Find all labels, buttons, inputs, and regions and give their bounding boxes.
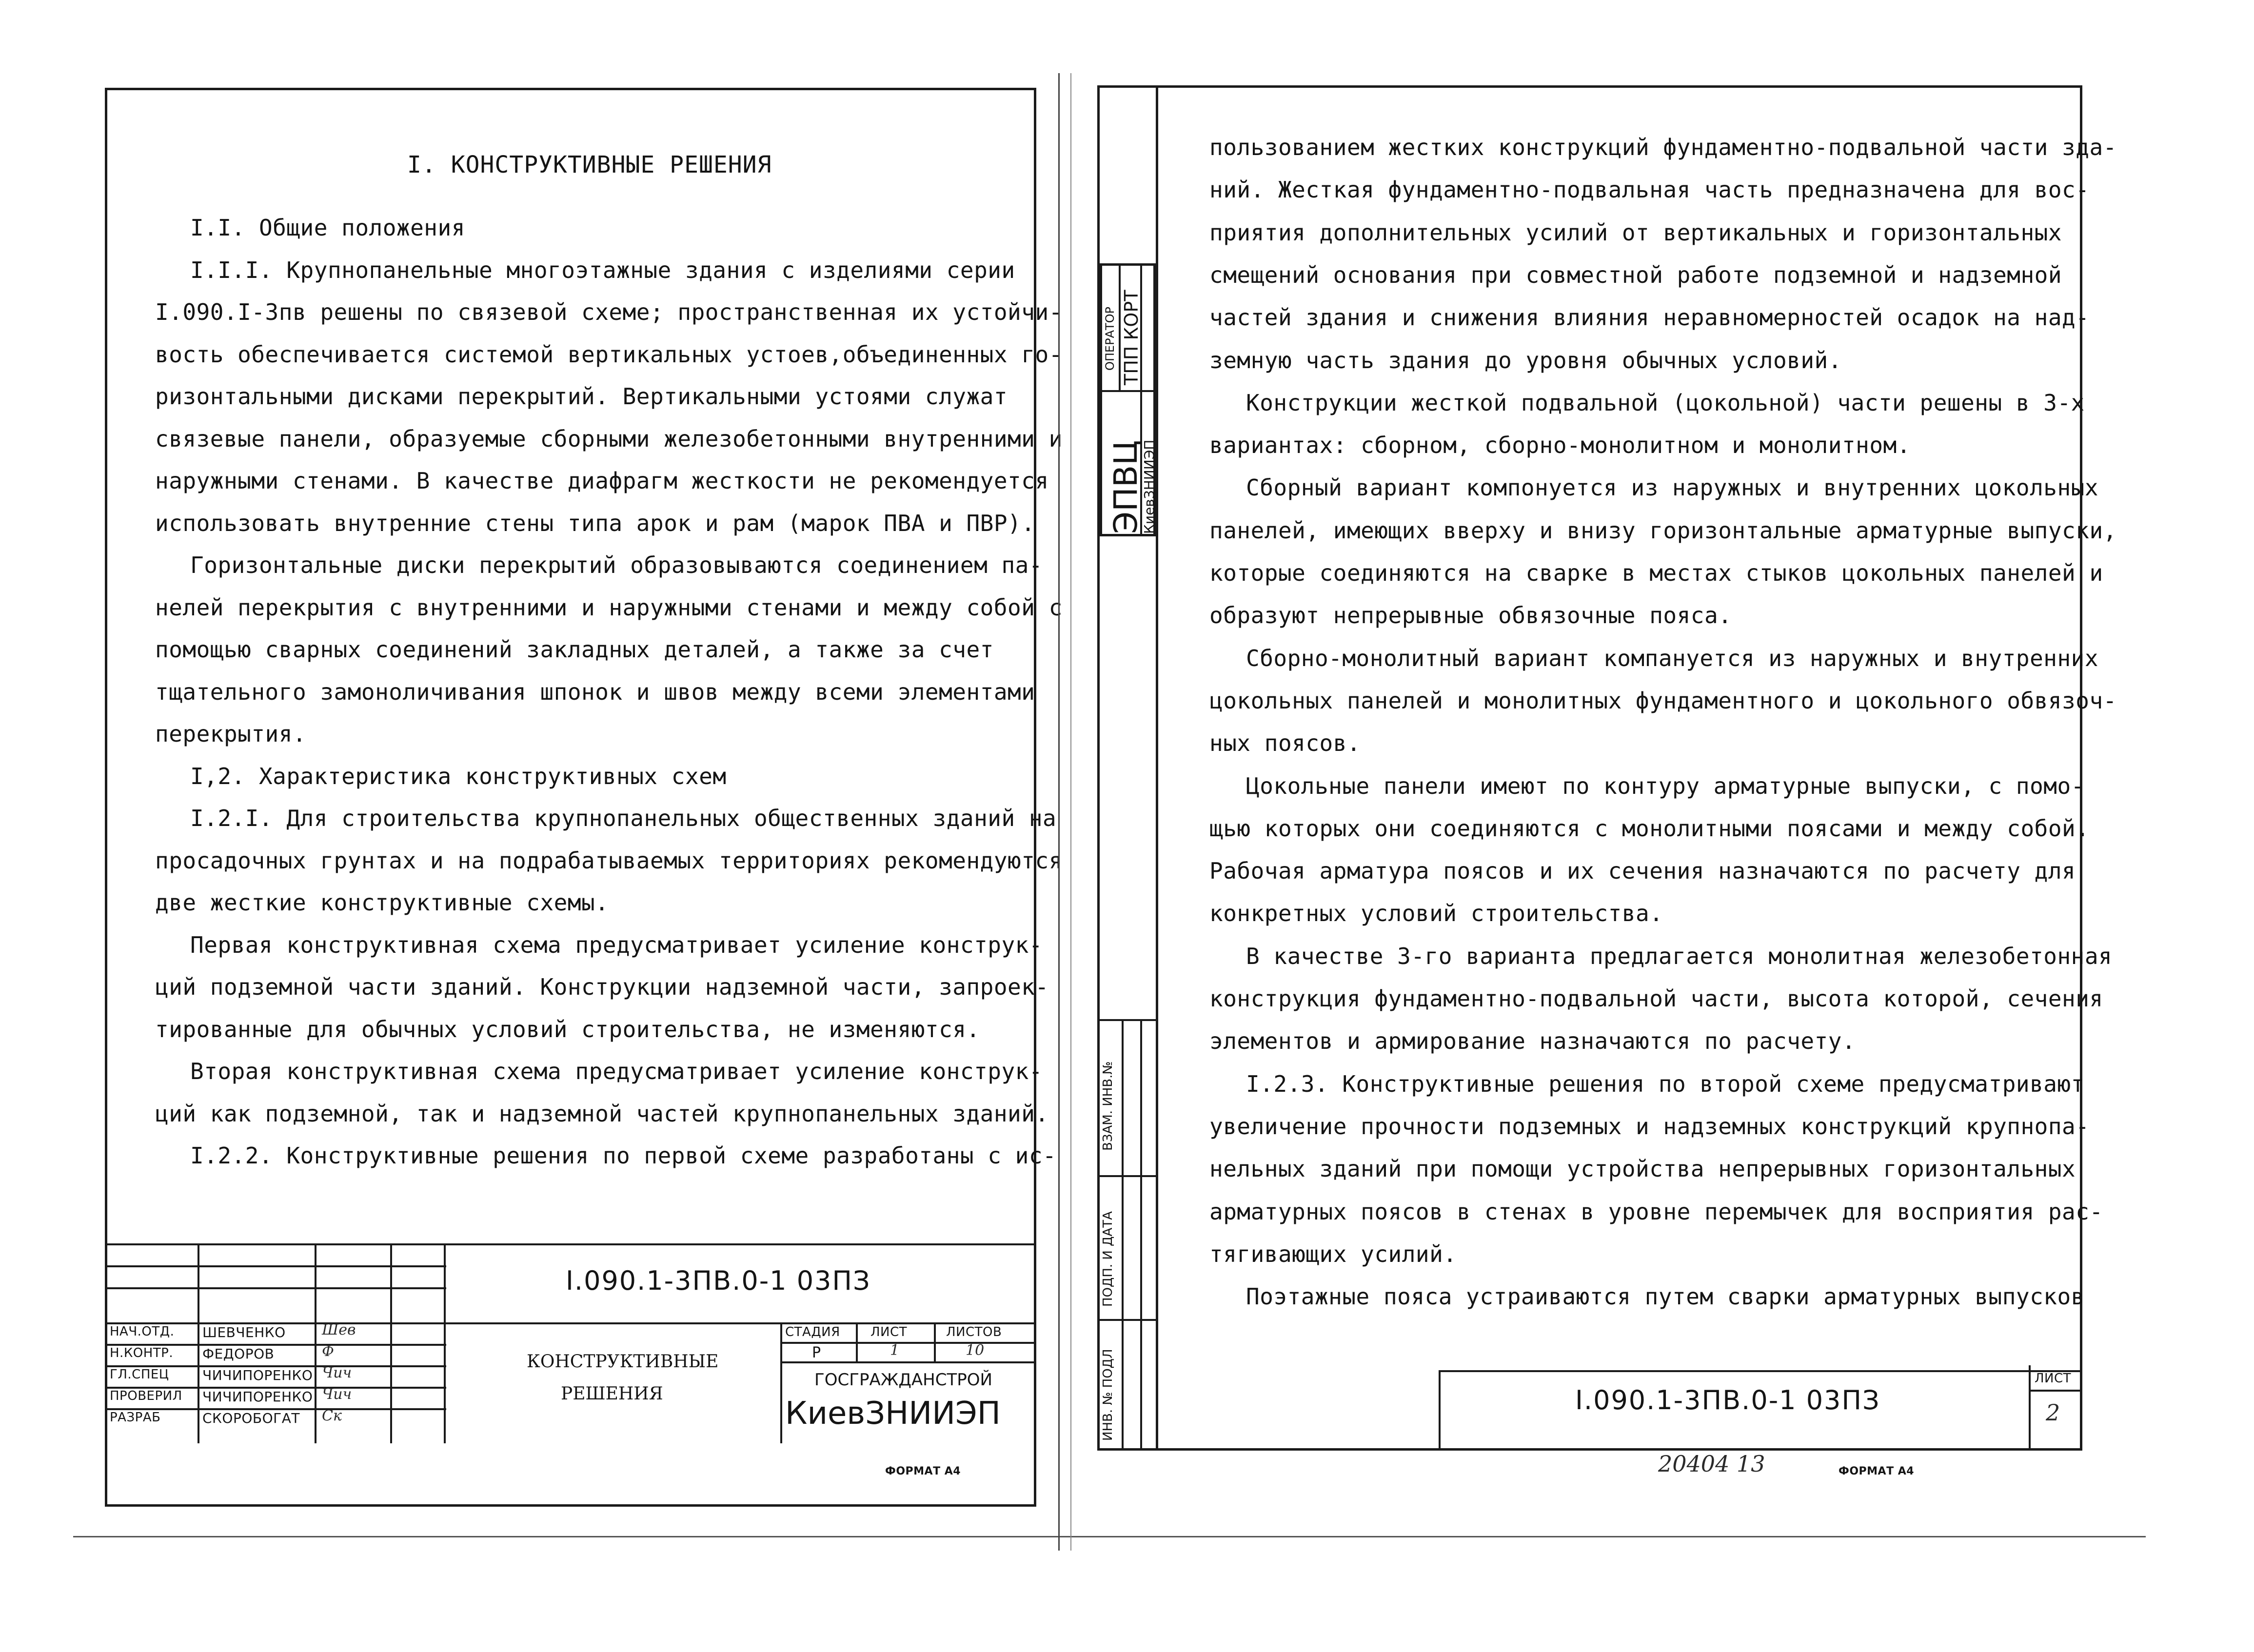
right-text-line: образуют непрерывные обвязочные пояса. bbox=[1209, 602, 1732, 629]
left-text-line: нелей перекрытия с внутренними и наружными стенами и между собой с bbox=[155, 594, 1063, 621]
col-sheets: ЛИСТОВ bbox=[946, 1325, 1002, 1339]
stamp-role: ПРОВЕРИЛ bbox=[110, 1389, 182, 1403]
left-text-line: перекрытия. bbox=[155, 721, 307, 747]
right-text-line: конкретных условий строительства. bbox=[1209, 900, 1663, 927]
left-text-line: Первая конструктивная схема предусматривает усиление конструк- bbox=[190, 931, 1043, 958]
right-text-line: В качестве 3-го варианта предлагается монолитная железобетонная bbox=[1246, 943, 2113, 969]
stamp-role: Н.КОНТР. bbox=[110, 1346, 174, 1360]
left-text-line: I.090.I-3пв решены по связевой схеме; пространственная их устойчи- bbox=[155, 299, 1063, 325]
left-text-line: использовать внутренние стены типа арок и рам (марок ПВА и ПВР). bbox=[155, 510, 1035, 536]
right-doc-code: I.090.1-3ПВ.0-1 03ПЗ bbox=[1575, 1385, 1880, 1416]
right-text-line: ных поясов. bbox=[1209, 730, 1361, 757]
left-text-line: ций как подземной, так и надземной частей крупнопанельных зданий. bbox=[155, 1100, 1049, 1127]
right-text-line: I.2.3. Конструктивные решения по второй схеме предусматривают bbox=[1246, 1070, 2085, 1097]
right-format-label: ФОРМАТ А4 bbox=[1839, 1465, 1915, 1477]
left-text-line: вость обеспечивается системой вертикальных устоев,объединенных го- bbox=[155, 341, 1063, 368]
sheet-value: 1 bbox=[890, 1342, 900, 1359]
left-text-line: I.I.I. Крупнопанельные многоэтажные здания с изделиями серии bbox=[190, 256, 1015, 283]
right-text-line: Поэтажные пояса устраиваются путем сварки арматурных выпусков bbox=[1246, 1283, 2085, 1310]
side-col-2: ПОДП. И ДАТА bbox=[1101, 1211, 1115, 1307]
stamp-name: ЧИЧИПОРЕНКО bbox=[202, 1389, 313, 1405]
right-text-line: смещений основания при совместной работе подземной и надземной bbox=[1209, 261, 2062, 288]
right-text-line: Сборный вариант компонуется из наружных и внутренних цокольных bbox=[1246, 474, 2099, 501]
right-text-line: тягивающих усилий. bbox=[1209, 1240, 1457, 1267]
right-text-line: приятия дополнительных усилий от вертикальных и горизонтальных bbox=[1209, 219, 2062, 246]
side-col-1: ВЗАМ. ИНВ.№ bbox=[1101, 1061, 1115, 1151]
org-line1: ГОСГРАЖДАНСТРОЙ bbox=[814, 1370, 992, 1390]
right-text-line: щью которых они соединяются с монолитными поясами и между собой. bbox=[1209, 815, 2090, 842]
org-line2: КиевЗНИИЭП bbox=[785, 1396, 1001, 1432]
stamp-role: НАЧ.ОТД. bbox=[110, 1324, 175, 1339]
right-text-line: которые соединяются на сварке в местах стыков цокольных панелей и bbox=[1209, 560, 2103, 586]
left-text-line: Горизонтальные диски перекрытий образовываются соединением па- bbox=[190, 552, 1043, 578]
right-text-line: Цокольные панели имеют по контуру арматурные выпуски, с помо- bbox=[1246, 772, 2085, 799]
right-text-line: Конструкции жесткой подвальной (цокольной) части решены в 3-х bbox=[1246, 389, 2085, 416]
section-title: I. КОНСТРУКТИВНЫЕ РЕШЕНИЯ bbox=[407, 151, 772, 178]
side-col-3: ИНВ. № ПОДЛ bbox=[1101, 1349, 1115, 1441]
col-sheet: ЛИСТ bbox=[870, 1325, 908, 1339]
stamp-signature: Ск bbox=[322, 1407, 342, 1424]
left-text-line: ризонтальными дисками перекрытий. Вертикальными устоями служат bbox=[155, 383, 1008, 410]
right-text-line: пользованием жестких конструкций фундаментно-подвальной части зда- bbox=[1209, 134, 2117, 160]
right-text-line: Сборно-монолитный вариант компануется из наружных и внутренних bbox=[1246, 645, 2099, 671]
stamp-signature: Ф bbox=[322, 1343, 334, 1360]
right-sheet-label: ЛИСТ bbox=[2035, 1371, 2072, 1386]
stamp-signature: Шев bbox=[322, 1321, 356, 1338]
stage-value: Р bbox=[812, 1344, 821, 1361]
left-text-line: I,2. Характеристика конструктивных схем bbox=[190, 763, 727, 789]
margin-stamp-line1: ЭПВЦ bbox=[1107, 440, 1145, 534]
stamp-role: РАЗРАБ bbox=[110, 1410, 161, 1425]
stamp-name: ФЕДОРОВ bbox=[202, 1346, 275, 1362]
doc-title-line2: РЕШЕНИЯ bbox=[561, 1384, 663, 1404]
stamp-signature: Чич bbox=[322, 1364, 352, 1381]
left-text-line: связевые панели, образуемые сборными железобетонными внутренними и bbox=[155, 425, 1063, 452]
sheets-value: 10 bbox=[966, 1342, 985, 1359]
left-text-line: I.I. Общие положения bbox=[190, 215, 465, 241]
stamp-name: ЧИЧИПОРЕНКО bbox=[202, 1367, 313, 1383]
left-text-line: тщательного замоноличивания шпонок и швов между всеми элементами bbox=[155, 678, 1035, 705]
left-text-line: помощью сварных соединений закладных деталей, а также за счет bbox=[155, 636, 994, 663]
right-text-line: нельных зданий при помощи устройства непрерывных горизонтальных bbox=[1209, 1156, 2076, 1182]
left-text-line: наружными стенами. В качестве диафрагм жесткости не рекомендуется bbox=[155, 468, 1049, 494]
stamp-name: СКОРОБОГАТ bbox=[202, 1410, 300, 1426]
doc-title-line1: КОНСТРУКТИВНЫЕ bbox=[527, 1352, 719, 1372]
right-text-line: земную часть здания до уровня обычных условий. bbox=[1209, 347, 1842, 374]
right-sheet-value: 2 bbox=[2046, 1399, 2060, 1426]
handwritten-number: 20404 13 bbox=[1658, 1451, 1765, 1477]
right-text-line: Рабочая арматура поясов и их сечения назначаются по расчету для bbox=[1209, 858, 2076, 885]
right-text-line: цокольных панелей и монолитных фундаментного и цокольного обвязоч- bbox=[1209, 687, 2117, 714]
right-text-line: увеличение прочности подземных и надземных конструкций крупнопа- bbox=[1209, 1113, 2090, 1140]
margin-operator-value: ТПП КОРТ bbox=[1121, 290, 1142, 385]
right-text-line: ний. Жесткая фундаментно-подвальная часть предназначена для вос- bbox=[1209, 177, 2090, 203]
left-text-line: I.2.I. Для строительства крупнопанельных общественных зданий на bbox=[190, 805, 1057, 831]
left-text-line: ций подземной части зданий. Конструкции надземной части, запроек- bbox=[155, 974, 1049, 1000]
left-format-label: ФОРМАТ А4 bbox=[885, 1465, 961, 1477]
margin-operator: ОПЕРАТОР bbox=[1103, 306, 1117, 371]
left-text-line: Вторая конструктивная схема предусматривает усиление конструк- bbox=[190, 1058, 1043, 1084]
col-stage: СТАДИЯ bbox=[785, 1325, 840, 1339]
stamp-role: ГЛ.СПЕЦ bbox=[110, 1367, 169, 1382]
left-text-line: две жесткие конструктивные схемы. bbox=[155, 889, 609, 916]
right-text-line: панелей, имеющих вверху и внизу горизонтальные арматурные выпуски, bbox=[1209, 517, 2117, 544]
right-text-line: конструкция фундаментно-подвальной части, высота которой, сечения bbox=[1209, 985, 2103, 1012]
stamp-name: ШЕВЧЕНКО bbox=[202, 1324, 286, 1340]
left-text-line: I.2.2. Конструктивные решения по первой схеме разработаны с ис- bbox=[190, 1142, 1057, 1169]
left-text-line: тированные для обычных условий строительства, не изменяются. bbox=[155, 1016, 980, 1042]
right-text-line: элементов и армирование назначаются по расчету. bbox=[1209, 1028, 1856, 1055]
right-text-line: арматурных поясов в стенах в уровне перемычек для восприятия рас- bbox=[1209, 1198, 2103, 1225]
margin-stamp-line2: КиевЗНИИЭП bbox=[1141, 439, 1157, 534]
right-text-line: вариантах: сборном, сборно-монолитном и монолитном. bbox=[1209, 432, 1911, 459]
left-text-line: просадочных грунтах и на подрабатываемых территориях рекомендуются bbox=[155, 847, 1063, 874]
right-text-line: частей здания и снижения влияния неравномерностей осадок на над- bbox=[1209, 304, 2090, 331]
left-doc-code: I.090.1-3ПВ.0-1 03ПЗ bbox=[566, 1265, 871, 1296]
stamp-signature: Чич bbox=[322, 1386, 352, 1403]
